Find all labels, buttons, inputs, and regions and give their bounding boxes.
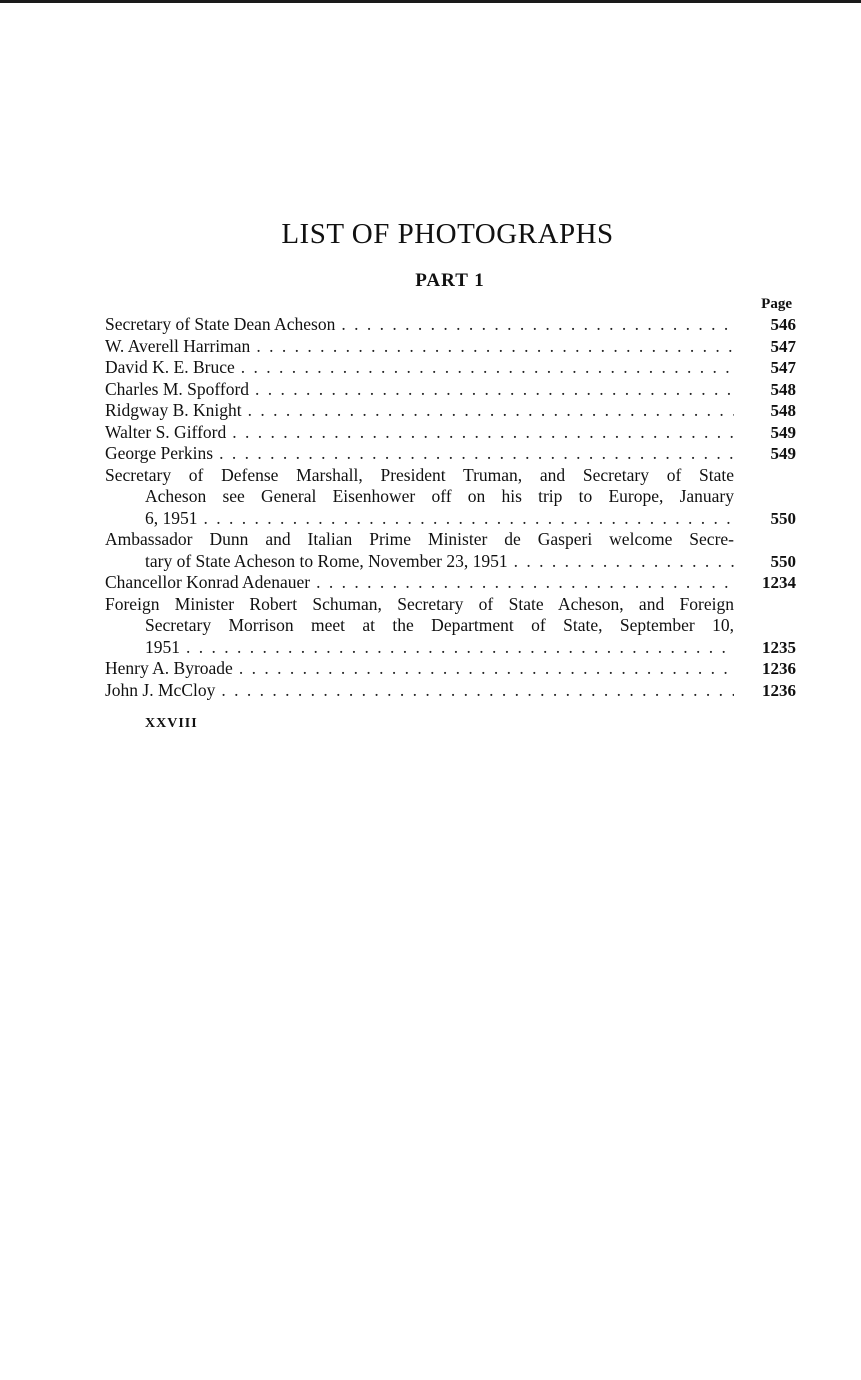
entry-caption-line: tary of State Acheson to Rome, November 23, 1951 — [145, 550, 508, 571]
entry-page-number: 549 — [770, 422, 796, 442]
entry-caption-line: Secretary Morrison meet at the Department of State, September 10, — [145, 615, 734, 635]
list-item — [105, 379, 796, 401]
entry-page-number: 550 — [770, 508, 796, 528]
entry-caption: David K. E. Bruce — [105, 357, 235, 377]
list-item — [105, 465, 796, 530]
entry-page-number: 1236 — [762, 659, 796, 678]
entry-page-number: 546 — [770, 315, 796, 334]
entry-page-number: 547 — [770, 358, 796, 377]
dot-leader — [310, 572, 734, 594]
dot-leader — [242, 400, 734, 422]
entry-page-number: 549 — [770, 444, 796, 463]
entry-caption: George Perkins — [105, 443, 214, 463]
entry-caption-line: Foreign Minister Robert Schuman, Secretary of State Acheson, and Foreign — [105, 593, 734, 614]
list-item — [105, 400, 796, 422]
entry-caption: Chancellor Konrad Adenauer — [105, 572, 311, 592]
entry-caption: Walter S. Gifford — [105, 421, 227, 442]
dot-leader — [508, 551, 734, 573]
dot-leader — [180, 637, 734, 659]
entry-page-number: 548 — [770, 379, 796, 399]
entry-caption: Ridgway B. Knight — [105, 400, 242, 420]
entry-page-number: 547 — [770, 336, 796, 356]
list-item — [105, 529, 796, 572]
list-item — [105, 443, 796, 465]
entry-caption-line: Secretary of Defense Marshall, President Truman, and Secretary of State — [105, 464, 734, 485]
dot-leader — [226, 422, 734, 444]
dot-leader — [250, 336, 734, 358]
list-item — [105, 594, 796, 659]
dot-leader — [233, 658, 734, 680]
dot-leader — [249, 379, 734, 401]
page-title: LIST OF PHOTOGRAPHS — [281, 218, 614, 250]
entry-page-number: 1236 — [762, 680, 796, 700]
list-item — [105, 336, 796, 358]
page-column-header: Page — [761, 296, 792, 312]
list-item — [105, 314, 796, 336]
entry-caption: Charles M. Spofford — [105, 378, 250, 399]
entry-page-number: 548 — [770, 401, 796, 420]
dot-leader — [215, 680, 734, 702]
entry-page-number: 550 — [770, 551, 796, 571]
entry-page-number: 1235 — [762, 637, 796, 657]
entry-caption: John J. McCloy — [105, 679, 216, 700]
dot-leader — [335, 314, 734, 336]
entry-caption: W. Averell Harriman — [105, 335, 251, 356]
list-item — [105, 357, 796, 379]
entry-caption-line: 1951 — [145, 636, 180, 657]
page-folio: XXVIII — [145, 716, 198, 731]
dot-leader — [235, 357, 734, 379]
list-item — [105, 572, 796, 594]
entry-caption: Henry A. Byroade — [105, 658, 233, 678]
entry-caption-line: Ambassador Dunn and Italian Prime Minister de Gasperi welcome Secre- — [105, 529, 734, 549]
entry-caption: Secretary of State Dean Acheson — [105, 314, 336, 334]
entry-page-number: 1234 — [762, 573, 796, 592]
photograph-list — [105, 314, 796, 701]
list-item — [105, 422, 796, 444]
part-heading: PART 1 — [415, 270, 485, 291]
list-item — [105, 658, 796, 680]
entry-caption-line: Acheson see General Eisenhower off on his trip to Europe, January — [145, 486, 734, 506]
top-border-rule — [0, 0, 861, 3]
dot-leader — [198, 508, 735, 530]
list-item — [105, 680, 796, 702]
dot-leader — [213, 443, 734, 465]
entry-caption-line: 6, 1951 — [145, 507, 198, 528]
